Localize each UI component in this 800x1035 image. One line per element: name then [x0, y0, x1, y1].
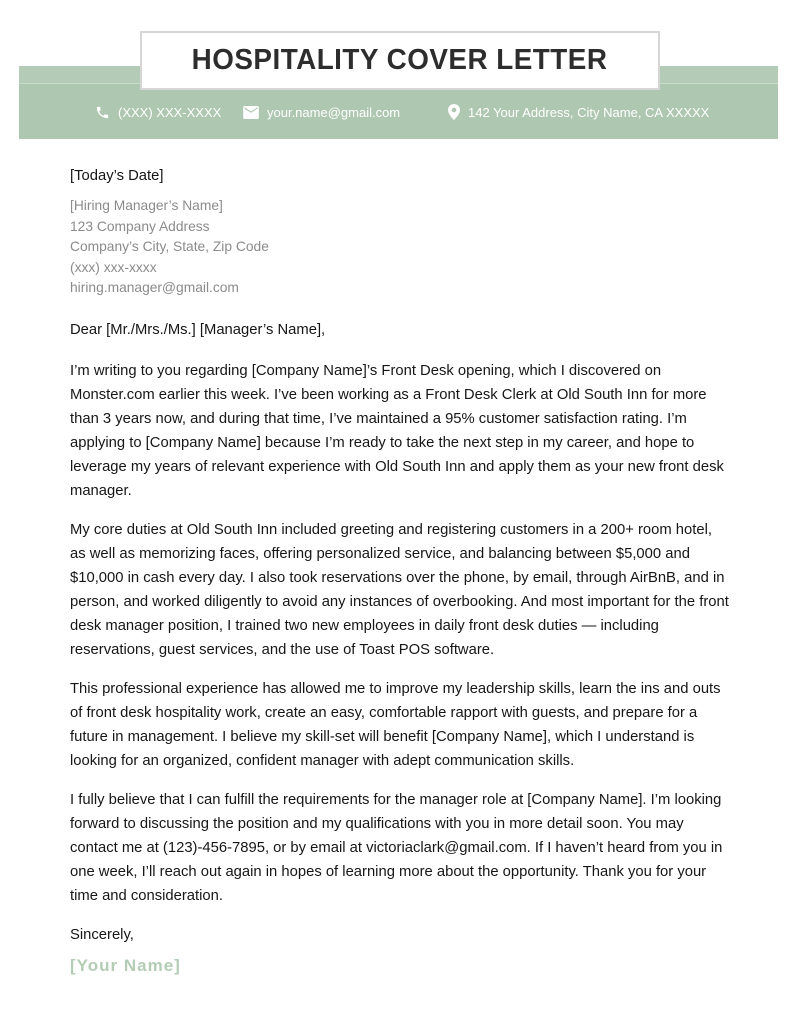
phone-icon: [95, 105, 110, 120]
signature-placeholder: [Your Name]: [70, 955, 181, 975]
envelope-icon: [243, 106, 259, 119]
map-pin-icon: [448, 104, 460, 120]
recipient-email: hiring.manager@gmail.com: [70, 280, 239, 295]
paragraph-duties: My core duties at Old South Inn included greeting and registering customers in a 200+ room hotel, as well as memorizing faces, offering personalized service, and balancing between $5,000 and $10,000 in cash every day. I also took reservations over the phone, by email, through AirBnB, and in person, and worked diligently to avoid any instances of overbooking. And most important for the front desk manager position, I trained two new employees in daily front desk duties — including reservations, guest services, and the use of Toast POS software.: [70, 521, 729, 658]
page-title: HOSPITALITY COVER LETTER: [192, 44, 608, 76]
contact-phone: [95, 85, 221, 139]
contact-phone-text: (XXX) XXX-XXXX: [118, 104, 222, 120]
paragraph-closing-pitch: I fully believe that I can fulfill the requirements for the manager role at [Company Name]. I’m looking forward to discussing the position and my qualifications with you in more detail soon. You may contact me at (123)-456-7895, or by email at victoriaclark@gmail.com. If I haven’t heard from you in one week, I’ll reach out again in hopes of learning more about the opportunity. Thank you for your time and consideration.: [70, 791, 723, 904]
paragraph-intro: I’m writing to you regarding [Company Name]’s Front Desk opening, which I discovered on Monster.com earlier this week. I’ve been working as a Front Desk Clerk at Old South Inn for more than 3 years now, and during that time, I’ve maintained a 95% customer satisfaction rating. I’m applying to [Company Name] because I’m ready to take the next step in my career, and hope to leverage my years of relevant experience with Old South Inn and apply them as your new front desk manager.: [70, 362, 724, 499]
closing-line: Sincerely,: [70, 926, 134, 943]
recipient-phone: (xxx) xxx-xxxx: [70, 259, 157, 275]
date-placeholder: [Today’s Date]: [70, 168, 164, 184]
recipient-name: [Hiring Manager’s Name]: [70, 198, 223, 213]
contact-email-text: your.name@gmail.com: [267, 104, 401, 120]
contact-address: [448, 85, 709, 139]
title-box: [140, 31, 660, 90]
contact-email: [243, 85, 400, 139]
recipient-block: [70, 196, 730, 299]
letter-body: [0, 140, 800, 976]
recipient-street: 123 Company Address: [70, 218, 210, 234]
salutation: Dear [Mr./Mrs./Ms.] [Manager’s Name],: [70, 321, 326, 338]
contact-address-text: 142 Your Address, City Name, CA XXXXX: [468, 104, 710, 120]
paragraph-experience: This professional experience has allowed me to improve my leadership skills, learn the ins and outs of front desk hospitality work, create an easy, comfortable rapport with guests, and prepare for a future in management. I believe my skill-set will benefit [Company Name], which I understand is looking for an organized, confident manager with adept communication skills.: [70, 680, 721, 769]
contact-bar: [19, 85, 778, 139]
recipient-city: Company’s City, State, Zip Code: [70, 239, 269, 254]
page-header: [0, 0, 800, 140]
